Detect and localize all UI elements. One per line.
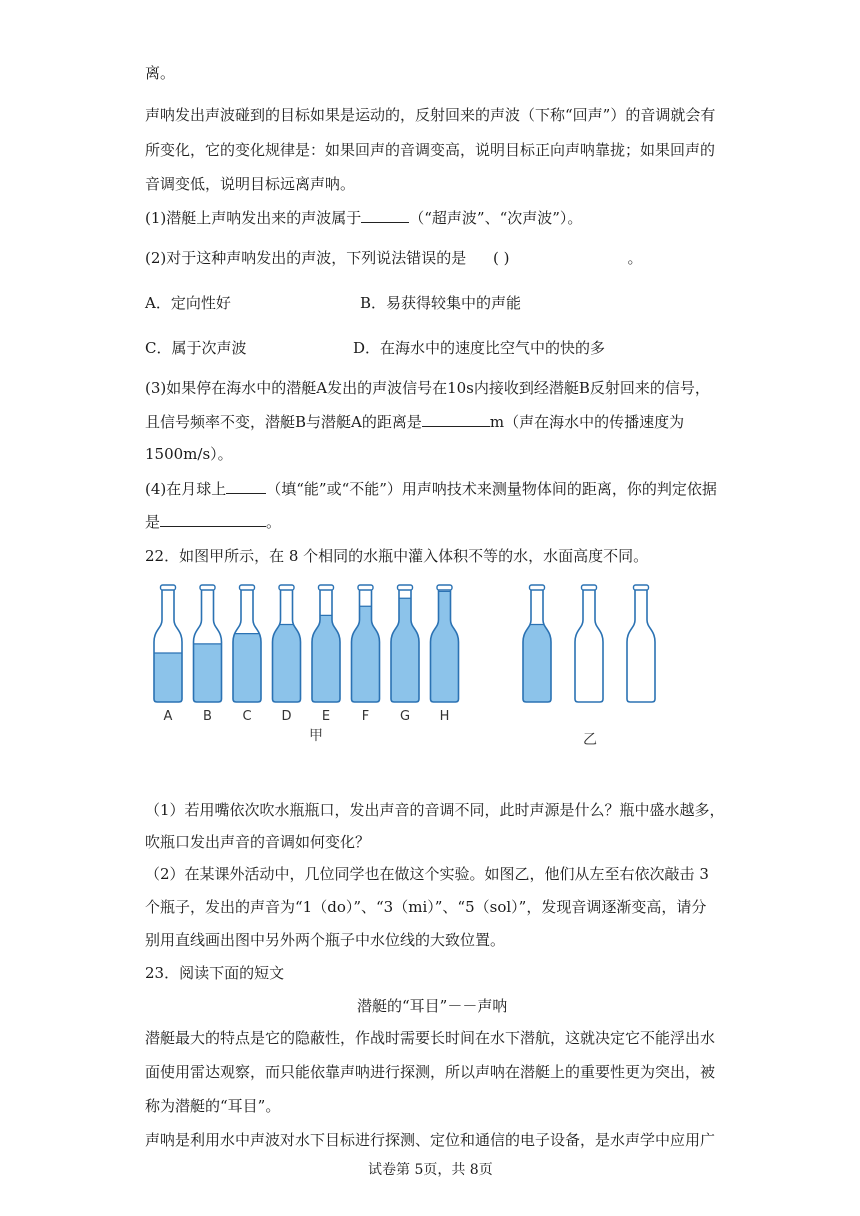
- caption-jia: 甲: [309, 728, 323, 744]
- question-23-title: 23．阅读下面的短文: [145, 964, 285, 982]
- question-2-text: (2)对于这种声呐发出的声波，下列说法错误的是: [145, 249, 467, 267]
- question-1-options: （“超声波”、“次声波”）。: [409, 209, 583, 227]
- answer-paren[interactable]: ( ): [493, 249, 510, 267]
- page-footer: 试卷第 5页，共 8页: [368, 1162, 493, 1178]
- question-3-line3: 1500m/s）。: [145, 445, 233, 463]
- question-4-basis-label: 是: [145, 513, 161, 531]
- bottle: [346, 585, 386, 724]
- bottle-lip: [582, 585, 597, 590]
- bottle: [627, 585, 655, 702]
- bottle: [575, 585, 603, 702]
- text-line: 音调变低，说明目标远离声呐。: [145, 175, 356, 193]
- bottle-label: D: [281, 709, 292, 724]
- bottle-label: H: [439, 709, 450, 724]
- bottle-label: C: [242, 709, 252, 724]
- bottle-lip: [279, 585, 294, 590]
- answer-blank[interactable]: [422, 412, 490, 427]
- option-d: D．在海水中的速度比空气中的快的多: [353, 339, 606, 357]
- bottle-lip: [437, 585, 452, 590]
- answer-blank[interactable]: [361, 208, 409, 223]
- question-2-end: 。: [627, 249, 643, 267]
- bottle: [306, 585, 346, 724]
- question-4-text-rest: （填“能”或“不能”）用声呐技术来测量物体间的距离，你的判定依据: [266, 480, 717, 498]
- bottle-lip: [161, 585, 176, 590]
- question-3-unit: m（声在海水中的传播速度为: [489, 413, 685, 431]
- bottle: [227, 585, 267, 724]
- text-line: 所变化，它的变化规律是：如果回声的音调变高，说明目标正向声呐靠拢；如果回声的: [145, 141, 716, 159]
- bottle-label: F: [361, 709, 370, 724]
- bottle-label: B: [203, 709, 212, 724]
- figure-yi: [517, 585, 655, 702]
- subquestion-1-line1: （1）若用嘴依次吹水瓶瓶口，发出声音的音调不同，此时声源是什么？瓶中盛水越多，: [145, 801, 725, 819]
- bottle: [188, 585, 228, 724]
- answer-blank[interactable]: [160, 512, 266, 527]
- question-4-text: (4)在月球上: [145, 480, 227, 498]
- article-paragraph: 声呐是利用水中声波对水下目标进行探测、定位和通信的电子设备，是水声学中应用广: [145, 1131, 716, 1149]
- bottle-lip: [319, 585, 334, 590]
- bottle-outline: [627, 588, 655, 702]
- subquestion-1-line2: 吹瓶口发出声音的音调如何变化？: [145, 833, 371, 851]
- question-3-line1: (3)如果停在海水中的潜艇A发出的声波信号在10s内接收到经潜艇B反射回来的信号，: [145, 379, 710, 397]
- bottle: [267, 585, 307, 724]
- subquestion-2-line2: 个瓶子，发出的声音为“1（do）”、“3（mi）”、“5（sol）”，发现音调逐渐变高，请分: [145, 898, 707, 916]
- bottle: [148, 585, 188, 724]
- question-3-line2: [145, 412, 684, 432]
- figure-jia: [148, 585, 465, 724]
- question-22-title: 22．如图甲所示，在 8 个相同的水瓶中灌入体积不等的水，水面高度不同。: [145, 547, 649, 565]
- bottle-lip: [530, 585, 545, 590]
- bottle-lip: [240, 585, 255, 590]
- subquestion-2-line3: 别用直线画出图中另外两个瓶子中水位线的大致位置。: [145, 931, 506, 949]
- article-paragraph: 称为潜艇的“耳目”。: [145, 1097, 281, 1115]
- question-2: [145, 248, 643, 268]
- bottle: [517, 585, 557, 702]
- subquestion-2-line1: （2）在某课外活动中，几位同学也在做这个实验。如图乙，他们从左至右依次敲击 3: [145, 865, 709, 883]
- bottles-figure: [145, 582, 665, 752]
- bottle-lip: [200, 585, 215, 590]
- option-c: C．属于次声波: [145, 339, 247, 357]
- question-1: [145, 208, 582, 228]
- question-4-line2: [145, 512, 281, 532]
- article-title: 潜艇的“耳目”－－声呐: [357, 997, 508, 1015]
- question-4-line1: [145, 479, 717, 499]
- question-1-text: (1)潜艇上声呐发出来的声波属于: [145, 209, 362, 227]
- bottle-lip: [634, 585, 649, 590]
- article-paragraph: 面使用雷达观察，而只能依靠声呐进行探测，所以声呐在潜艇上的重要性更为突出，被: [145, 1063, 716, 1081]
- bottle-label: G: [399, 709, 411, 724]
- bottle-outline: [575, 588, 603, 702]
- bottle-label: E: [321, 709, 331, 724]
- bottle-lip: [398, 585, 413, 590]
- bottle: [425, 585, 465, 724]
- bottle: [385, 585, 425, 724]
- bottle-lip: [358, 585, 373, 590]
- option-a: A．定向性好: [145, 294, 231, 312]
- bottle-label: A: [163, 709, 173, 724]
- option-b: B．易获得较集中的声能: [360, 294, 522, 312]
- caption-yi: 乙: [583, 732, 597, 748]
- question-4-end: 。: [266, 513, 282, 531]
- article-paragraph: 潜艇最大的特点是它的隐蔽性，作战时需要长时间在水下潜航，这就决定它不能浮出水: [145, 1029, 716, 1047]
- text-line: 离。: [145, 64, 176, 82]
- text-line: 声呐发出声波碰到的目标如果是运动的，反射回来的声波（下称“回声”）的音调就会有: [145, 106, 716, 124]
- question-3-text: 且信号频率不变，潜艇B与潜艇A的距离是: [145, 413, 422, 431]
- answer-blank[interactable]: [226, 479, 266, 494]
